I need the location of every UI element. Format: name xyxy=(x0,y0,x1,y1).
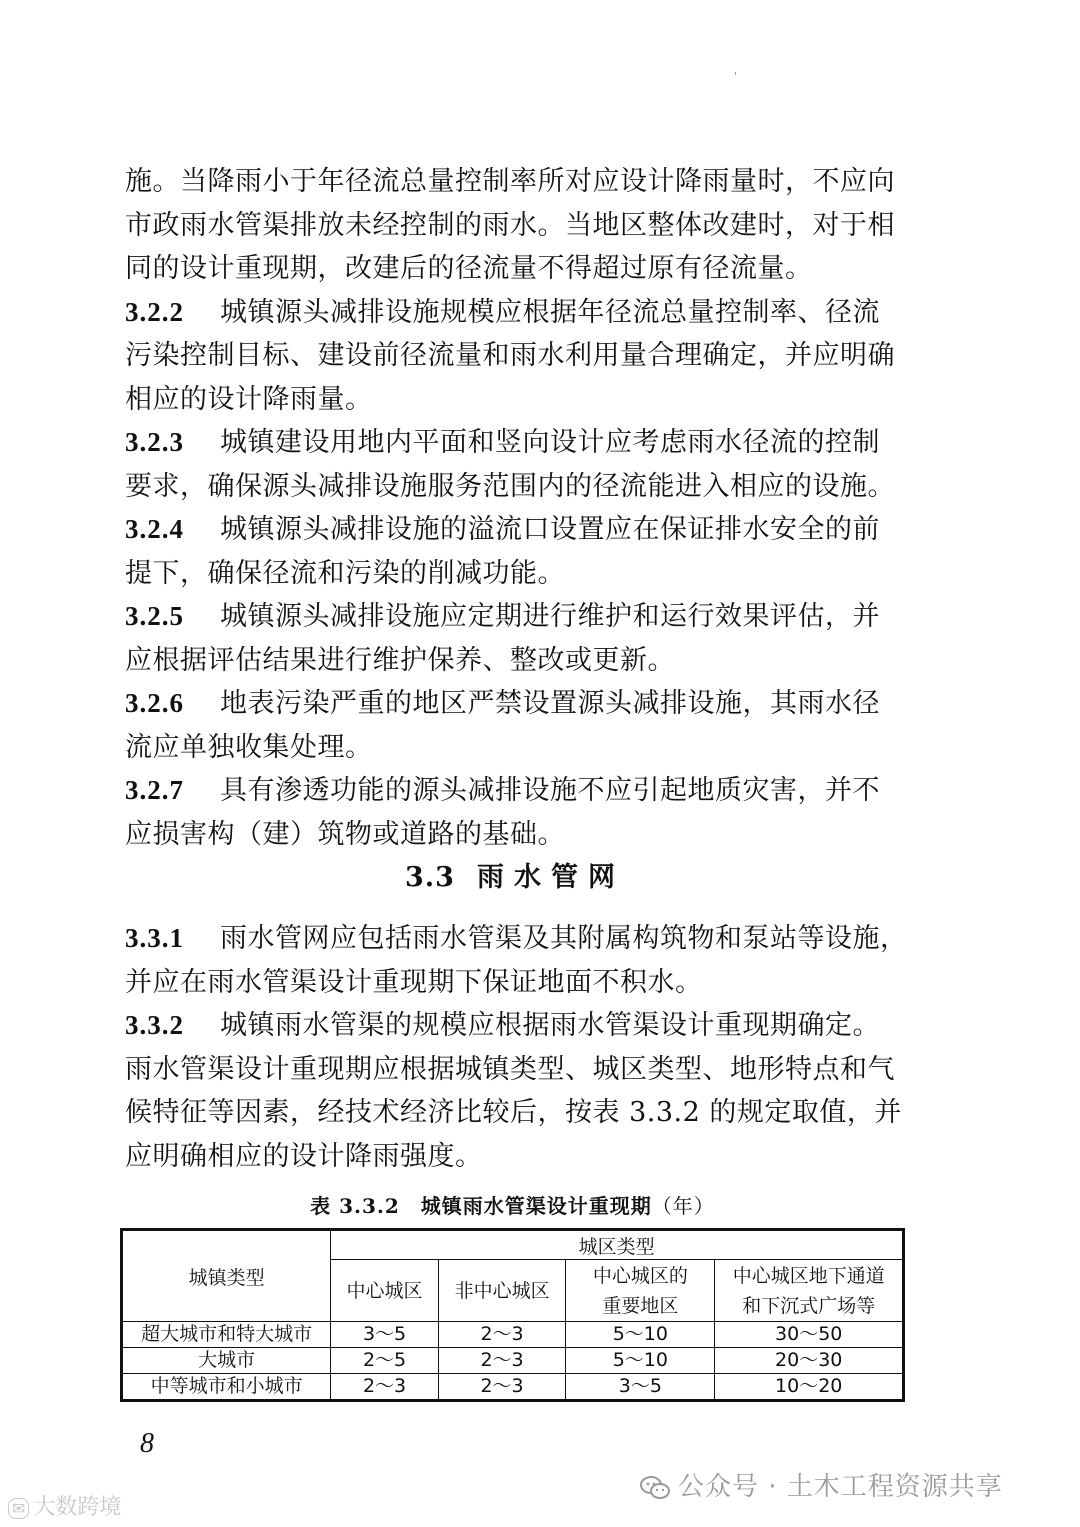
line-text: 要求，确保源头减排设施服务范围内的径流能进入相应的设施。 xyxy=(125,470,895,502)
section-title: 雨水管网 xyxy=(476,862,625,893)
line-text: 应根据评估结果进行维护保养、整改或更新。 xyxy=(125,644,675,676)
section-heading xyxy=(125,855,905,894)
text-line xyxy=(125,378,905,422)
text-line xyxy=(125,813,905,857)
line-text: 相应的设计降雨量。 xyxy=(125,383,373,415)
return-period-cell: 30～50 xyxy=(715,1322,904,1348)
return-period-cell: 5～10 xyxy=(566,1348,715,1374)
text-line xyxy=(125,1004,905,1048)
line-text: 流应单独收集处理。 xyxy=(125,731,373,763)
city-type-cell: 超大城市和特大城市 xyxy=(122,1322,331,1348)
watermark-official-account xyxy=(640,1466,1003,1503)
column-header xyxy=(715,1260,904,1322)
line-text: 市政雨水管渠排放未经控制的雨水。当地区整体改建时，对于相 xyxy=(125,209,895,241)
line-text: 雨水管渠设计重现期应根据城镇类型、城区类型、地形特点和气 xyxy=(125,1053,895,1085)
text-line xyxy=(125,160,905,204)
text-line xyxy=(125,726,905,770)
line-text: 城镇源头减排设施的溢流口设置应在保证排水安全的前 xyxy=(220,514,880,545)
city-type-cell: 中等城市和小城市 xyxy=(122,1374,331,1401)
text-line xyxy=(125,1091,905,1135)
text-line xyxy=(125,465,905,509)
text-line xyxy=(125,682,905,726)
clause-number: 3.2.7 xyxy=(125,775,184,805)
text-line xyxy=(125,334,905,378)
line-text: 并应在雨水管渠设计重现期下保证地面不积水。 xyxy=(125,966,703,998)
table-caption-text: 表 3.3.2 城镇雨水管渠设计重现期 xyxy=(310,1194,652,1218)
table-row xyxy=(122,1374,904,1401)
column-header-line: 中心城区地下通道 xyxy=(732,1264,885,1287)
return-period-cell: 10～20 xyxy=(715,1374,904,1401)
text-line xyxy=(125,552,905,596)
clause-number: 3.2.6 xyxy=(125,688,184,718)
return-period-cell: 2～3 xyxy=(331,1374,439,1401)
text-line xyxy=(125,961,905,1005)
return-period-cell: 3～5 xyxy=(566,1374,715,1401)
line-text: 应明确相应的设计降雨强度。 xyxy=(125,1140,483,1172)
watermark-logo: ✉ xyxy=(8,1498,29,1519)
line-text: 提下，确保径流和污染的削减功能。 xyxy=(125,557,565,589)
line-text: 应损害构（建）筑物或道路的基础。 xyxy=(125,818,565,850)
line-text: 地表污染严重的地区严禁设置源头减排设施，其雨水径 xyxy=(220,688,880,719)
line-text: 城镇源头减排设施应定期进行维护和运行效果评估，并 xyxy=(220,601,880,632)
clause-number: 3.2.4 xyxy=(125,514,184,544)
city-type-cell: 大城市 xyxy=(122,1348,331,1374)
section-number: 3.3 xyxy=(405,862,455,893)
line-text: 同的设计重现期，改建后的径流量不得超过原有径流量。 xyxy=(125,253,813,284)
table-caption-unit: （年） xyxy=(651,1194,715,1218)
scan-mark xyxy=(735,72,736,75)
row-header-cell: 城镇类型 xyxy=(122,1230,331,1322)
text-line xyxy=(125,639,905,683)
watermark-left-text: 大数跨境 xyxy=(33,1495,122,1520)
column-header-line: 中心城区的 xyxy=(592,1264,688,1287)
return-period-table xyxy=(120,1228,905,1402)
return-period-cell: 20～30 xyxy=(715,1348,904,1374)
watermark-right-text: 公众号 · 土木工程资源共享 xyxy=(678,1472,1003,1502)
column-header xyxy=(331,1260,439,1322)
text-line xyxy=(125,291,905,335)
table-body xyxy=(122,1322,904,1401)
clause-number: 3.2.3 xyxy=(125,427,184,457)
wechat-icon xyxy=(640,1475,670,1501)
text-line xyxy=(125,204,905,248)
clause-number: 3.2.5 xyxy=(125,601,184,631)
clause-number: 3.3.2 xyxy=(125,1010,184,1040)
text-line xyxy=(125,769,905,813)
clauses-3-2 xyxy=(125,160,905,856)
return-period-cell: 5～10 xyxy=(566,1322,715,1348)
return-period-cell: 3～5 xyxy=(331,1322,439,1348)
column-header-line: 重要地区 xyxy=(602,1294,679,1317)
table-row xyxy=(122,1322,904,1348)
line-text: 城镇源头减排设施规模应根据年径流总量控制率、径流 xyxy=(220,296,880,328)
text-line xyxy=(125,508,905,552)
line-text: 污染控制目标、建设前径流量和雨水利用量合理确定，并应明确 xyxy=(125,340,895,371)
text-line xyxy=(125,595,905,639)
table-caption xyxy=(120,1190,905,1219)
column-header xyxy=(438,1260,565,1322)
text-line xyxy=(125,1048,905,1092)
return-period-cell: 2～3 xyxy=(438,1322,565,1348)
group-header-cell: 城区类型 xyxy=(331,1230,904,1260)
line-text: 雨水管网应包括雨水管渠及其附属构筑物和泵站等设施， xyxy=(220,923,908,954)
clause-number: 3.2.2 xyxy=(125,296,184,327)
line-text: 候特征等因素，经技术经济比较后，按表 3.3.2 的规定取值，并 xyxy=(125,1097,902,1128)
return-period-cell: 2～3 xyxy=(438,1348,565,1374)
clauses-3-3 xyxy=(125,917,908,1178)
line-text: 城镇雨水管渠的规模应根据雨水管渠设计重现期确定。 xyxy=(220,1010,880,1041)
page-number: 8 xyxy=(140,1428,154,1459)
table-row xyxy=(122,1348,904,1374)
line-text: 城镇建设用地内平面和竖向设计应考虑雨水径流的控制 xyxy=(220,427,880,458)
column-header-line: 和下沉式广场等 xyxy=(742,1294,876,1317)
return-period-cell: 2～3 xyxy=(438,1374,565,1401)
text-line xyxy=(125,917,908,961)
text-line xyxy=(125,421,905,465)
line-text: 具有渗透功能的源头减排设施不应引起地质灾害，并不 xyxy=(220,775,880,806)
text-line xyxy=(125,1135,905,1179)
column-header xyxy=(566,1260,715,1322)
line-text: 施。当降雨小于年径流总量控制率所对应设计降雨量时，不应向 xyxy=(125,166,895,197)
column-header-line: 中心城区 xyxy=(346,1279,423,1302)
watermark-left xyxy=(8,1490,121,1521)
return-period-cell: 2～5 xyxy=(331,1348,439,1374)
clause-number: 3.3.1 xyxy=(125,923,184,953)
column-header-line: 非中心城区 xyxy=(454,1279,550,1302)
text-line xyxy=(125,247,905,291)
